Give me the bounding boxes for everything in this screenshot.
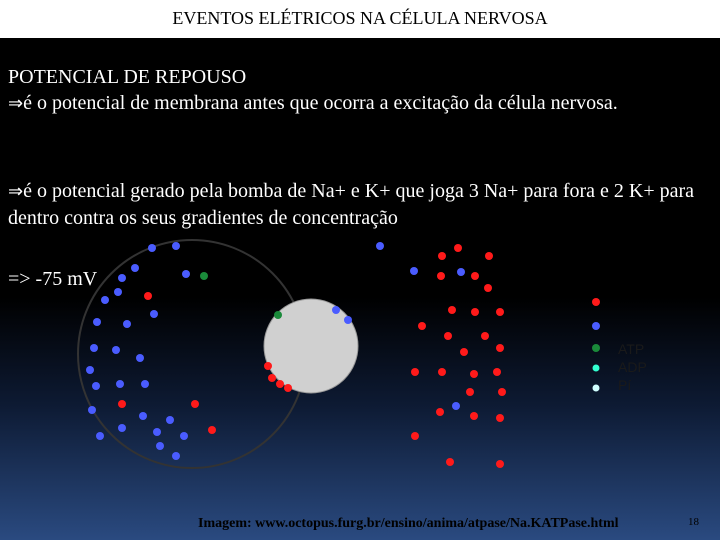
- sodium-ion: [418, 322, 426, 330]
- potassium-ion: [180, 432, 188, 440]
- atp-molecule: [274, 311, 282, 319]
- sodium-ion: [191, 400, 199, 408]
- legend-adp: ADP: [618, 359, 647, 375]
- potassium-ion: [86, 366, 94, 374]
- potassium-ion: [592, 322, 600, 330]
- legend-pi: Pí: [618, 377, 632, 393]
- potassium-ion: [344, 316, 352, 324]
- potassium-ion: [332, 306, 340, 314]
- potassium-ion: [153, 428, 161, 436]
- potassium-ion: [93, 318, 101, 326]
- resting-potential-value: => -75 mV: [8, 268, 98, 290]
- potassium-ion: [139, 412, 147, 420]
- sodium-ion: [411, 432, 419, 440]
- definition-line: ⇒é o potencial de membrana antes que ocorra a excitação da célula nervosa.: [8, 92, 618, 114]
- implies-arrow-icon: ⇒: [8, 93, 24, 114]
- sodium-ion: [454, 244, 462, 252]
- sodium-ion: [276, 380, 284, 388]
- sodium-ion: [448, 306, 456, 314]
- potassium-ion: [96, 432, 104, 440]
- phosphate-ion: [593, 385, 600, 392]
- implies-arrow-icon: ⇒: [8, 181, 24, 202]
- sodium-ion: [444, 332, 452, 340]
- sodium-ion: [264, 362, 272, 370]
- potassium-ion: [166, 416, 174, 424]
- sodium-ion: [411, 368, 419, 376]
- image-source: Imagem: www.octopus.furg.br/ensino/anima/atpase/Na.KATPase.html: [198, 516, 619, 531]
- sodium-ion: [470, 412, 478, 420]
- potassium-ion: [156, 442, 164, 450]
- section-heading: POTENCIAL DE REPOUSO: [8, 66, 247, 88]
- potassium-ion: [92, 382, 100, 390]
- legend: [618, 340, 647, 394]
- legend-atp: ATP: [618, 341, 645, 357]
- sodium-ion: [466, 388, 474, 396]
- potassium-ion: [116, 380, 124, 388]
- sodium-ion: [481, 332, 489, 340]
- potassium-ion: [88, 406, 96, 414]
- sodium-ion: [493, 368, 501, 376]
- sodium-ion: [496, 460, 504, 468]
- potassium-ion: [90, 344, 98, 352]
- sodium-ion: [485, 252, 493, 260]
- adp-molecule: [593, 365, 600, 372]
- sodium-ion: [118, 400, 126, 408]
- potassium-ion: [148, 244, 156, 252]
- potassium-ion: [123, 320, 131, 328]
- sodium-ion: [144, 292, 152, 300]
- potassium-ion: [172, 452, 180, 460]
- potassium-ion: [172, 242, 180, 250]
- sodium-ion: [460, 348, 468, 356]
- potassium-ion: [136, 354, 144, 362]
- potassium-ion: [376, 242, 384, 250]
- sodium-ion: [470, 370, 478, 378]
- page-title: EVENTOS ELÉTRICOS NA CÉLULA NERVOSA: [172, 8, 548, 28]
- pump-description: ⇒é o potencial gerado pela bomba de Na+ e K+ que joga 3 Na+ para fora e 2 K+ para dentro contra os seus gradientes de concentração: [8, 180, 695, 229]
- sodium-ion: [498, 388, 506, 396]
- potassium-ion: [150, 310, 158, 318]
- potassium-ion: [141, 380, 149, 388]
- sodium-ion: [496, 414, 504, 422]
- potassium-ion: [112, 346, 120, 354]
- potassium-ion: [118, 424, 126, 432]
- sodium-ion: [438, 368, 446, 376]
- sodium-ion: [436, 408, 444, 416]
- page-number: 18: [688, 516, 699, 528]
- potassium-ion: [101, 296, 109, 304]
- sodium-ion: [284, 384, 292, 392]
- sodium-ion: [268, 374, 276, 382]
- sodium-ion: [592, 298, 600, 306]
- sodium-ion: [208, 426, 216, 434]
- sodium-ion: [496, 308, 504, 316]
- sodium-ion: [438, 252, 446, 260]
- atp-molecule: [592, 344, 600, 352]
- potassium-ion: [452, 402, 460, 410]
- sodium-ion: [471, 308, 479, 316]
- sodium-ion: [446, 458, 454, 466]
- sodium-ion: [496, 344, 504, 352]
